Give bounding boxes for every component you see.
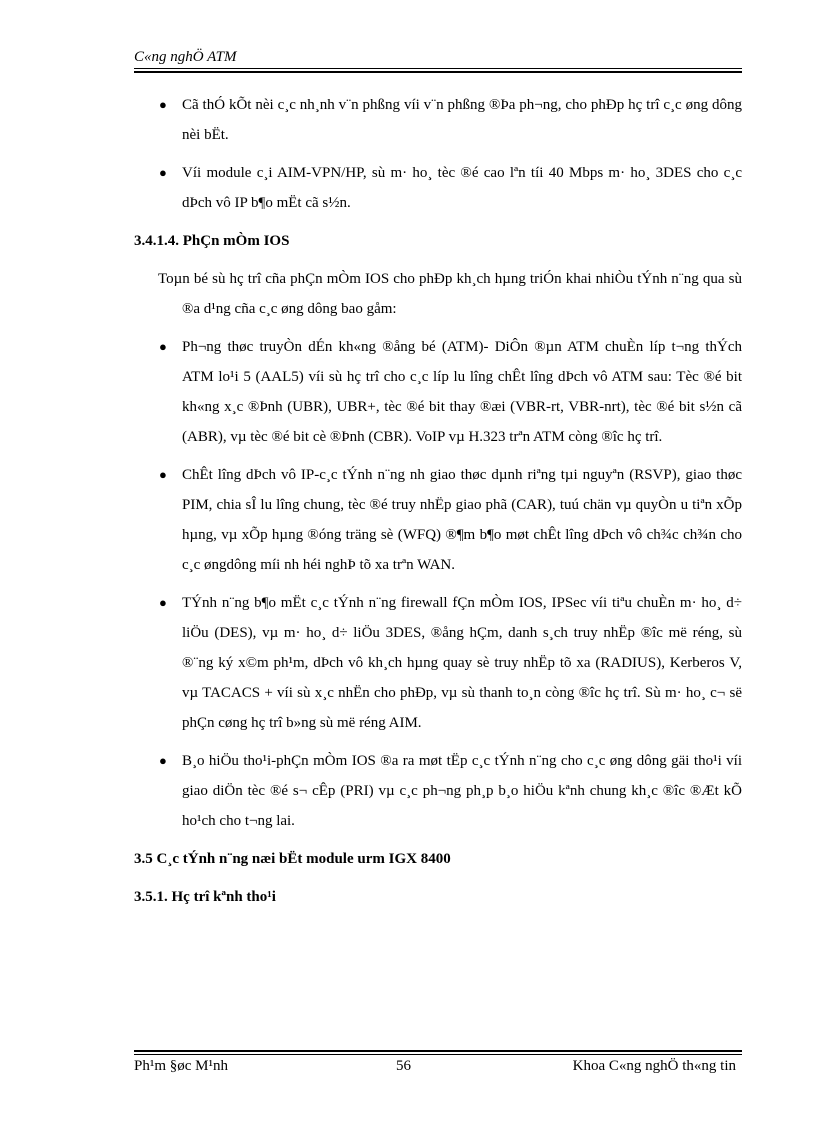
- footer-rule-thick: [134, 1050, 742, 1052]
- bullet-icon: ●: [159, 339, 167, 354]
- bullet-icon: ●: [159, 467, 167, 482]
- list-item-text: Cã thÓ kÕt nèi c¸c nh¸nh v¨n phßng víi v¨n phßng ®Þa ph¬ng, cho phÐp hç trî c¸c øng dông nèi bËt.: [182, 97, 742, 143]
- list-item-text: TÝnh n¨ng b¶o mËt c¸c tÝnh n¨ng firewall fÇn mÒm IOS, IPSec víi tiªu chuÈn m· ho¸ d÷ liÖu (DES), vµ m· ho¸ d÷ liÖu 3DES, ®ång hÇm, danh s¸ch truy nhËp ®îc më réng, sù ®¨ng ký x©m ph¹m, dÞch vô kh¸ch hµng quay sè truy nhËp tõ xa (RADIUS), Kerberos V, vµ TACACS + víi sù x¸c nhËn cho phÐp, vµ sù thanh to¸n còng ®îc hç trî. Sù m· ho¸ c¬ së phÇn cøng hç trî b»ng sù më réng AIM.: [182, 595, 742, 731]
- list-item: [134, 158, 742, 218]
- list-item: [134, 588, 742, 738]
- header-rule-thick: [134, 71, 742, 73]
- list-item: [134, 460, 742, 580]
- bullet-icon: ●: [159, 97, 167, 112]
- list-item: [134, 746, 742, 836]
- page-footer: [134, 1058, 742, 1078]
- list-item-text: B¸o hiÖu tho¹i-phÇn mÒm IOS ®a ra møt tËp c¸c tÝnh n¨ng cho c¸c øng dông gäi tho¹i víi giao diÖn tèc ®é s¬ cÊp (PRI) vµ c¸c ph¬ng ph¸p b¸o hiÖu kªnh chung kh¸c ®îc ®Æt kÕ ho¹ch cho t¬ng lai.: [182, 753, 742, 829]
- page-body: [134, 90, 742, 920]
- page-header-title: C«ng nghÖ ATM: [134, 49, 237, 65]
- section-heading: 3.4.1.4. PhÇn mÒm IOS: [134, 233, 290, 249]
- section-heading: 3.5 C¸c tÝnh n¨ng næi bËt module urm IGX 8400: [134, 851, 451, 867]
- page-number: 56: [396, 1058, 411, 1074]
- header-rule-thin: [134, 68, 742, 69]
- list-item: [134, 90, 742, 150]
- paragraph: Toµn bé sù hç trî cña phÇn mÒm IOS cho phÐp kh¸ch hµng triÓn khai nhiÒu tÝnh n¨ng qua sù ®a d¹ng cña c¸c øng dông bao gåm:: [158, 271, 742, 317]
- footer-faculty: Khoa C«ng nghÖ th«ng tin: [572, 1058, 736, 1074]
- list-item-text: Víi module c¸i AIM-VPN/HP, sù m· ho¸ tèc ®é cao lªn tíi 40 Mbps m· ho¸ 3DES cho c¸c dÞch vô IP b¶o mËt cã s½n.: [182, 165, 742, 211]
- bullet-icon: ●: [159, 165, 167, 180]
- list-item-text: ChÊt lîng dÞch vô IP-c¸c tÝnh n¨ng nh giao thøc dµnh riªng tµi nguyªn (RSVP), giao thøc PIM, chia sÎ lu lîng chung, tèc ®é truy nhËp giao phã (CAR), tuú chän vµ quyÒn u tiªn xÕp hµng, vµ xÕp hµng ®óng träng sè (WFQ) ®¶m b¶o møt chÊt lîng dÞch vô ch¾c ch¾n cho c¸c øngdông míi nh héi nghÞ tõ xa trªn WAN.: [182, 467, 742, 573]
- bullet-icon: ●: [159, 595, 167, 610]
- list-item: [134, 332, 742, 452]
- footer-author: Ph¹m §øc M¹nh: [134, 1058, 228, 1074]
- list-item-text: Ph¬ng thøc truyÒn dÉn kh«ng ®ång bé (ATM)- DiÔn ®µn ATM chuÈn líp t¬ng thÝch ATM lo¹i 5 (AAL5) víi sù hç trî cho c¸c líp lu lîng chÊt lîng dÞch vô ATM sau: Tèc ®é bit kh«ng x¸c ®Þnh (UBR), UBR+, tèc ®é bit thay ®æi (VBR-rt, VBR-nrt), tèc ®é bit s½n cã (ABR), vµ tèc ®é bit cè ®Þnh (CBR). VoIP vµ H.323 trªn ATM còng ®îc hç trî.: [182, 339, 742, 445]
- bullet-icon: ●: [159, 753, 167, 768]
- subsection-heading: 3.5.1. Hç trî kªnh tho¹i: [134, 889, 276, 905]
- footer-rule-thin: [134, 1054, 742, 1055]
